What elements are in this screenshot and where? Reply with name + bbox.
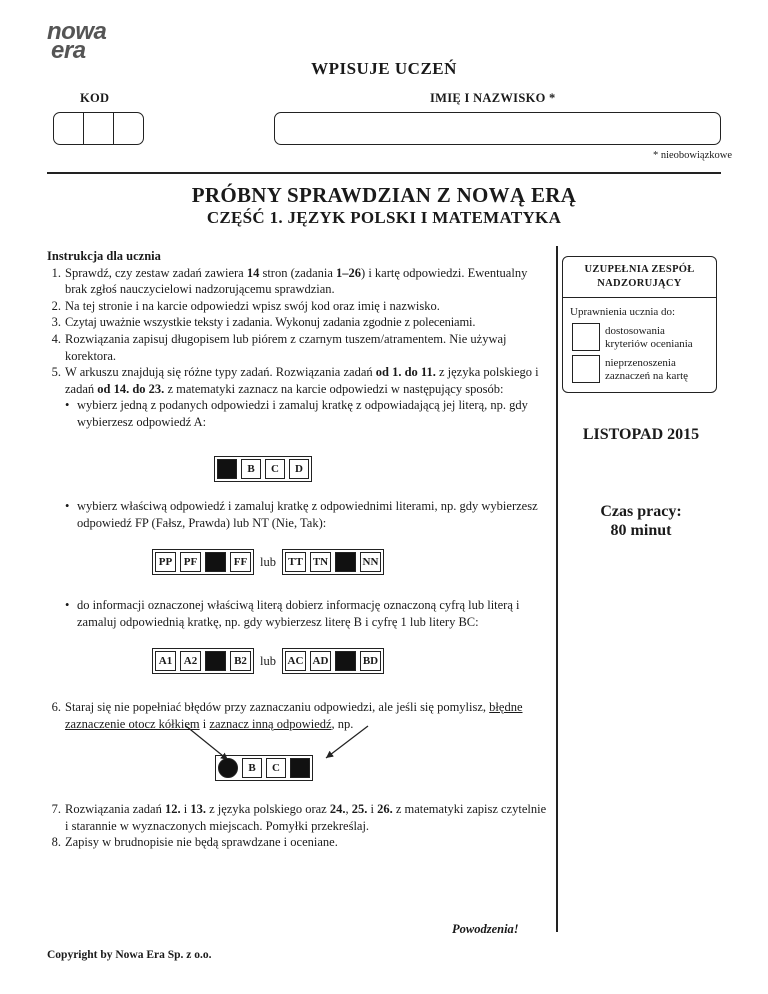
answer-box-circled	[218, 758, 238, 778]
accommodation-checkbox[interactable]	[572, 323, 600, 351]
name-label: IMIĘ I NAZWISKO *	[430, 91, 556, 105]
instruction-item: 8. Zapisy w brudnopisie nie będą sprawdzane i oceniane.	[51, 835, 338, 850]
panel-heading: UZUPEŁNIA ZESPÓŁ NADZORUJĄCY	[563, 257, 716, 298]
code-cell[interactable]	[114, 113, 143, 144]
code-cell[interactable]	[84, 113, 114, 144]
divider	[47, 172, 721, 174]
answer-box: TN	[310, 552, 331, 572]
student-fill-heading: WPISUJE UCZEŃ	[311, 59, 457, 78]
answer-box-filled	[205, 552, 226, 572]
exam-date: LISTOPAD 2015	[582, 426, 700, 443]
answer-box-filled	[217, 459, 237, 479]
answer-box: A2	[180, 651, 201, 671]
copyright: Copyright by Nowa Era Sp. z o.o.	[47, 949, 212, 961]
no-transfer-label: nieprzenoszenia zaznaczeń na kartę	[605, 357, 689, 382]
instruction-item: 4. Rozwiązania zapisuj długopisem lub piórem z czarnym tuszem/atramentem. Nie używaj korektora.	[51, 331, 507, 363]
instruction-item: 5. W arkuszu znajdują się różne typy zadań. Rozwiązania zadań od 1. do 11. z języka polskiego i zadań od 14. do 23. z matematyki zaznacz na karcie odpowiedzi w następujący sposób: • wybierz jedną z podanych odpowiedzi i zamaluj kratkę z odpowiadającą jej literą, np. gdy wybierzesz odpowiedź A:	[47, 364, 552, 430]
nowa-era-logo	[47, 18, 107, 64]
answer-box: B	[241, 459, 261, 479]
arrow-to-corrected	[326, 726, 368, 758]
instruction-bullet: • wybierz właściwą odpowiedź i zamaluj kratkę z odpowiednimi literami, np. gdy wybierzesz odpowiedź FP (Fałsz, Prawda) lub NT (Nie, Tak):	[65, 498, 552, 531]
instructions-cont	[47, 597, 552, 630]
instruction-bullet: • wybierz jedną z podanych odpowiedzi i zamaluj kratkę z odpowiadającą jej literą, np. gdy wybierzesz odpowiedź A:	[65, 397, 552, 430]
code-field[interactable]	[53, 112, 144, 145]
answer-box: TT	[285, 552, 306, 572]
optional-footnote: * nieobowiązkowe	[652, 150, 732, 161]
answer-box: B2	[230, 651, 251, 671]
column-divider	[556, 246, 558, 932]
answer-box: PF	[180, 552, 201, 572]
instruction-bullet: • do informacji oznaczonej właściwą literą dobierz informację oznaczoną cyfrą lub literą i zamaluj odpowiednią kratkę, np. gdy wybierzesz literę B i cyfrę 1 lub litery BC:	[65, 597, 552, 630]
code-label: KOD	[80, 91, 110, 105]
answer-box: A1	[155, 651, 176, 671]
answer-box: NN	[360, 552, 381, 572]
good-luck: Powodzenia!	[452, 922, 519, 936]
permissions-label: Uprawnienia ucznia do:	[570, 306, 676, 318]
or-label: lub	[260, 653, 276, 668]
instructions-cont	[47, 801, 552, 851]
answer-box: FF	[230, 552, 251, 572]
answer-box: C	[266, 758, 286, 778]
answer-box: D	[289, 459, 309, 479]
answer-box-filled	[335, 552, 356, 572]
answer-box-filled	[205, 651, 226, 671]
answer-box: BD	[360, 651, 381, 671]
instruction-item: 7. Rozwiązania zadań 12. i 13. z języka polskiego oraz 24., 25. i 26. z matematyki zapisz czytelnie i starannie w wyznaczonych miejscach. Pomyłki przekreślaj.	[51, 802, 547, 833]
answer-box: B	[242, 758, 262, 778]
instruction-item: 6. Staraj się nie popełniać błędów przy zaznaczaniu odpowiedzi, ale jeśli się pomylisz, błędne zaznaczenie otocz kółkiem i zaznacz inną odpowiedź, np.	[51, 700, 523, 731]
no-transfer-checkbox[interactable]	[572, 355, 600, 383]
name-field[interactable]	[274, 112, 721, 145]
example-matching	[152, 648, 384, 674]
example-true-false	[152, 549, 384, 575]
instructions	[47, 248, 552, 431]
logo-line2: era	[51, 37, 86, 64]
example-single-choice	[214, 456, 312, 482]
logo-line1: nowa	[47, 18, 107, 45]
instruction-item: 3. Czytaj uważnie wszystkie teksty i zadania. Wykonuj zadania zgodnie z poleceniami.	[51, 315, 476, 330]
code-cell[interactable]	[54, 113, 84, 144]
exam-duration: Czas pracy: 80 minut	[600, 503, 682, 539]
answer-box: C	[265, 459, 285, 479]
or-label: lub	[260, 554, 276, 569]
answer-box-filled	[335, 651, 356, 671]
answer-box-filled	[290, 758, 310, 778]
instructions-cont	[47, 498, 552, 531]
instruction-item: 2. Na tej stronie i na karcie odpowiedzi wpisz swój kod oraz imię i nazwisko.	[51, 298, 440, 313]
answer-box: AD	[310, 651, 331, 671]
exam-subtitle: CZĘŚĆ 1. JĘZYK POLSKI I MATEMATYKA	[206, 208, 562, 227]
instructions-heading: Instrukcja dla ucznia	[47, 249, 161, 263]
accommodation-label: dostosowania kryteriów oceniania	[605, 325, 693, 350]
answer-box: AC	[285, 651, 306, 671]
instruction-item: 1. Sprawdź, czy zestaw zadań zawiera 14 stron (zadania 1–26) i kartę odpowiedzi. Ewentualny brak zgłoś nauczycielowi nadzorującemu sprawdzian.	[51, 265, 528, 297]
exam-title: PRÓBNY SPRAWDZIAN Z NOWĄ ERĄ	[191, 183, 577, 207]
answer-box: PP	[155, 552, 176, 572]
example-correction	[215, 755, 313, 781]
supervisor-panel	[562, 256, 717, 393]
